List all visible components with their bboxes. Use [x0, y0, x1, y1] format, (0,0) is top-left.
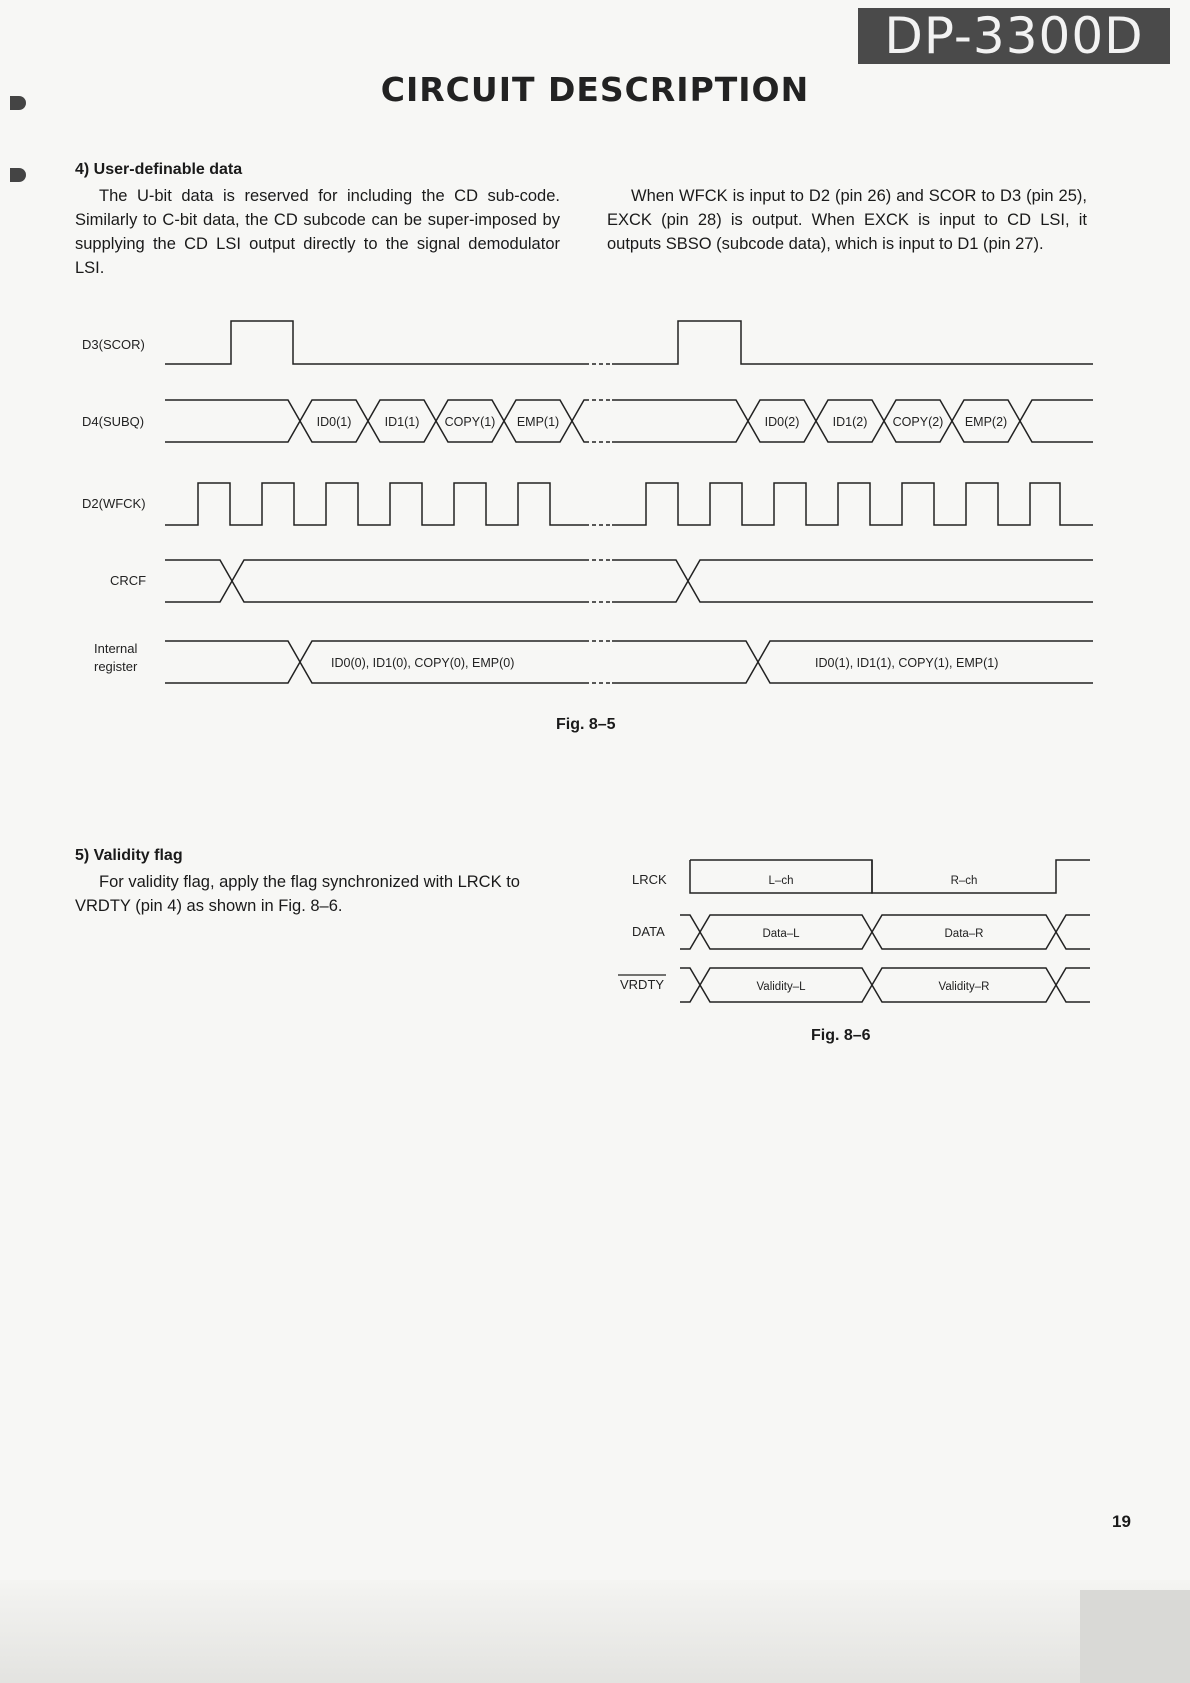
model-badge: DP-3300D: [858, 8, 1170, 64]
section-4-left-text: The U-bit data is reserved for including the CD sub-code. Similarly to C-bit data, the CD subcode can be super-imposed by supplying the CD LSI output directly to the signal demodulator LSI.: [75, 187, 560, 277]
page-number: 19: [1112, 1512, 1131, 1531]
subq-word: COPY(1): [444, 415, 496, 429]
section-4-right-text: When WFCK is input to D2 (pin 26) and SCOR to D3 (pin 25), EXCK (pin 28) is output. When EXCK is input to CD LSI, it outputs SBSO (subcode data), which is input to D1 (pin 27).: [607, 187, 1087, 253]
section-5-text: For validity flag, apply the flag synchronized with LRCK to VRDTY (pin 4) as shown in Fig. 8–6.: [75, 873, 520, 915]
fig-8-6-caption: Fig. 8–6: [811, 1027, 871, 1044]
lrck-right-label: R–ch: [950, 875, 978, 887]
section-5-heading: 5) Validity flag: [75, 847, 183, 864]
label-lrck: LRCK: [632, 872, 667, 887]
section-4-heading: 4) User-definable data: [75, 161, 243, 178]
subq-word: ID0(2): [764, 415, 800, 429]
lrck-left-label: L–ch: [768, 875, 794, 887]
data-waveform: [680, 915, 1090, 949]
fig-8-5-caption: Fig. 8–5: [556, 716, 616, 733]
label-subq: D4(SUBQ): [82, 414, 145, 429]
vrdty-waveform: [680, 968, 1090, 1002]
subq-word: ID1(2): [832, 415, 868, 429]
scan-bottom-band: [0, 1580, 1190, 1683]
subq-word: ID1(1): [384, 415, 420, 429]
subq-word: EMP(1): [516, 415, 560, 429]
label-register-2: register: [94, 659, 138, 674]
register-value-2: ID0(1), ID1(1), COPY(1), EMP(1): [815, 656, 999, 670]
label-scor: D3(SCOR): [82, 337, 145, 352]
label-register-1: Internal: [94, 641, 138, 656]
vrdty-right-label: Validity–R: [938, 981, 990, 993]
vrdty-left-label: Validity–L: [756, 981, 806, 993]
scan-bottom-shadow: [1080, 1590, 1190, 1683]
subq-word: COPY(2): [892, 415, 944, 429]
data-left-label: Data–L: [762, 928, 800, 940]
subq-word: ID0(1): [316, 415, 352, 429]
label-wfck: D2(WFCK): [82, 496, 146, 511]
register-value-1: ID0(0), ID1(0), COPY(0), EMP(0): [331, 656, 515, 670]
label-vrdty: VRDTY: [620, 977, 665, 992]
data-right-label: Data–R: [944, 928, 984, 940]
label-data: DATA: [632, 924, 665, 939]
label-crcf: CRCF: [110, 573, 147, 588]
subq-word: EMP(2): [964, 415, 1008, 429]
lrck-waveform-2: [690, 860, 1090, 893]
page-title: CIRCUIT DESCRIPTION: [380, 70, 810, 109]
